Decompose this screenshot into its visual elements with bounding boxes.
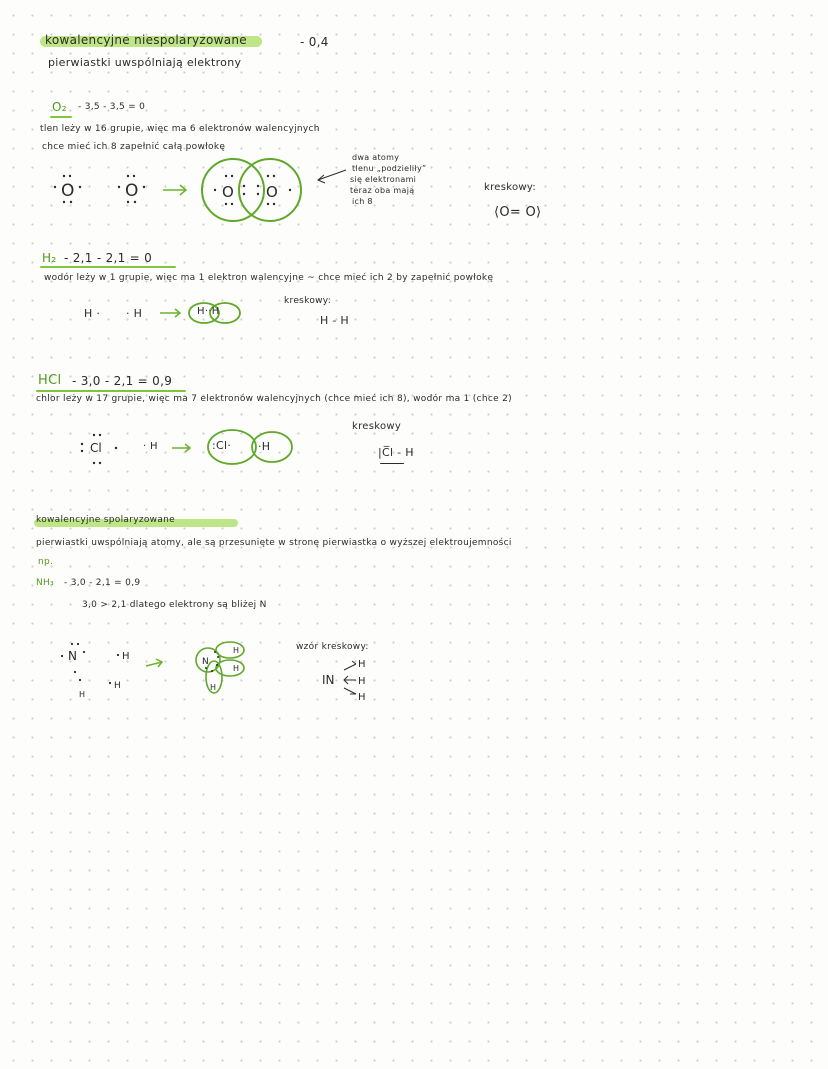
svg-text:O: O [266,183,278,201]
h2-calc: - 2,1 - 2,1 = 0 [64,251,153,265]
h2-atom-right: · H [126,307,143,320]
section2-np: np. [38,557,54,567]
nh3-free-h2: H [114,681,121,691]
svg-text:H: H [210,683,217,692]
nh3-lines-h2: H [358,676,366,687]
nh3-lines-h3: H [358,692,366,703]
o2-side-note-5: ich 8 [352,197,373,206]
nh3-lines-n: IN [322,673,335,687]
o2-side-note-1: dwa atomy [352,153,400,162]
nh3-formula: NH₃ [36,578,55,588]
o2-text-line1: tlen leży w 16 grupie, więc ma 6 elektronów walencyjnych [40,124,320,134]
o2-formula: O₂ [52,100,67,114]
svg-text:O: O [222,183,234,201]
nh3-reason: 3,0 > 2,1 dlatego elektrony są bliżej N [82,600,267,610]
h2-atom-left: H · [84,307,101,320]
h2-formula: H₂ [42,251,57,265]
o2-side-note-3: się elektronami [350,175,417,184]
hcl-lines-formula: |C̅l - H [378,446,414,459]
h2-lines-label: kreskowy: [284,296,332,306]
o2-atom-left: O [61,181,75,201]
svg-text:H: H [233,646,240,655]
h2-bond: H··H [197,306,220,317]
hcl-bond-cl: :Cl· [212,439,232,452]
o2-side-note-4: teraz oba mają [350,186,415,195]
o2-text-line2: chce mieć ich 8 zapełnić całą powłokę [42,142,226,152]
section2-title: kowalencyjne spolaryzowane [36,515,175,525]
hcl-calc: - 3,0 - 2,1 = 0,9 [72,374,173,388]
o2-atom-right: O [125,181,139,201]
nh3-free-h3: H [79,690,86,699]
hcl-lines-label: kreskowy [352,421,402,432]
nh3-free-h1: H [122,651,130,662]
section-title: kowalencyjne niespolaryzowane [45,33,247,47]
section2-subtitle: pierwiastki uwspólniają atomy, ale są przesunięte w stronę pierwiastka o wyższej elektroujemności [36,538,512,548]
o2-side-note-2: tlenu „podzieliły” [352,164,427,173]
nh3-calc: - 3,0 - 2,1 = 0,9 [64,578,141,588]
o2-calc: - 3,5 - 3,5 = 0 [78,102,146,112]
nh3-atom-n: N [68,649,77,663]
hcl-atom-cl: Cl [90,441,102,455]
nh3-lines-label: wzór kreskowy: [296,642,369,652]
hcl-formula: HCl [38,373,62,388]
hcl-bond-h: ·H [258,440,271,453]
h2-lines-formula: H - H [320,314,350,327]
svg-text:N: N [202,657,209,667]
nh3-lines-h1: H [358,659,366,670]
section-subtitle: pierwiastki uwspólniają elektrony [48,56,242,69]
o2-lines-label: kreskowy: [484,182,537,193]
hcl-text-line1: chlor leży w 17 grupie, więc ma 7 elektronów walencyjnych (chce mieć ich 8), wodór ma 1 (chce 2) [36,394,512,404]
h2-text-line1: wodór leży w 1 grupie, więc ma 1 elektron walencyjne ~ chce mieć ich 2 by zapełnić powłokę [44,273,494,283]
svg-text:H: H [233,664,240,673]
hcl-atom-h: · H [143,441,158,452]
o2-lines-formula: ⟨O= O⟩ [494,205,542,220]
electronegativity-note: - 0,4 [300,35,329,49]
